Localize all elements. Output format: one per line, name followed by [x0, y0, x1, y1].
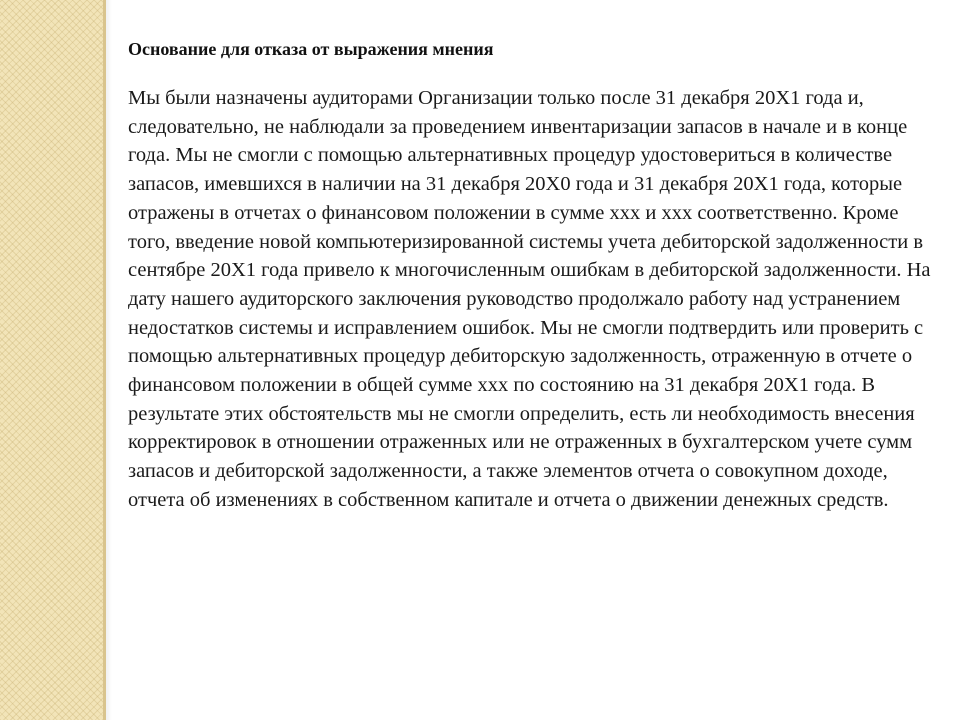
slide-content — [128, 36, 940, 515]
decorative-side-strip — [0, 0, 103, 720]
slide-heading: Основание для отказа от выражения мнения — [128, 39, 494, 59]
strip-shadow — [106, 0, 112, 720]
slide-paragraph: Мы были назначены аудиторами Организации только после 31 декабря 20Х1 года и, следовательно, не наблюдали за проведением инвентаризации запасов в начале и в конце года. Мы не смогли с помощью альтернативных процедур удостовериться в количестве запасов, имевшихся в наличии на 31 декабря 20Х0 года и 31 декабря 20Х1 года, которые отражены в отчетах о финансовом положении в сумме ххх и ххх соответственно. Кроме того, введение новой компьютеризированной системы учета дебиторской задолженности в сентябре 20Х1 года привело к многочисленным ошибкам в дебиторской задолженности. На дату нашего аудиторского заключения руководство продолжало работу над устранением недостатков системы и исправлением ошибок. Мы не смогли подтвердить или проверить с помощью альтернативных процедур дебиторскую задолженность, отраженную в отчете о финансовом положении в общей сумме ххх по состоянию на 31 декабря 20Х1 года. В результате этих обстоятельств мы не смогли определить, есть ли необходимость внесения корректировок в отношении отраженных или не отраженных в бухгалтерском учете сумм запасов и дебиторской задолженности, а также элементов отчета о совокупном доходе, отчета об изменениях в собственном капитале и отчета о движении денежных средств. — [128, 87, 931, 511]
